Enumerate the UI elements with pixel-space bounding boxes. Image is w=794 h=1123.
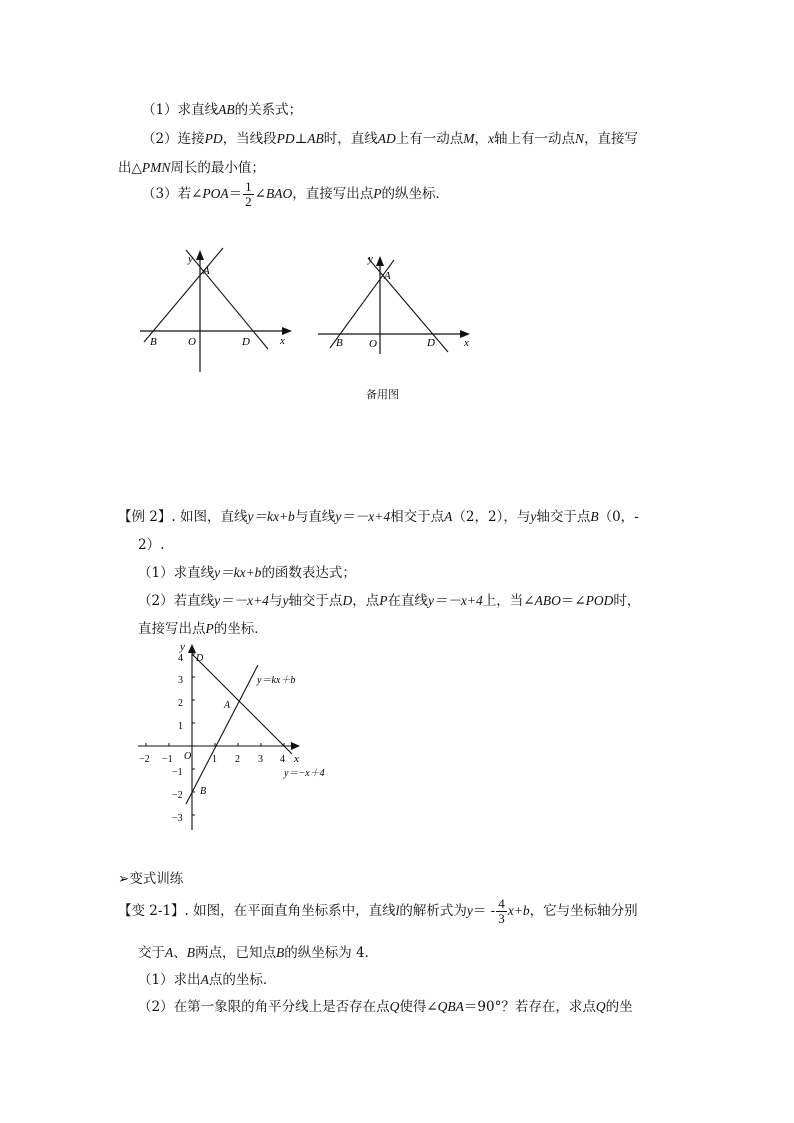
y-tick-label: 1 xyxy=(178,721,183,732)
math-var: POA xyxy=(202,186,229,201)
denominator: 2 xyxy=(245,194,252,209)
text: 【变 2-1】. 如图，在平面直角坐标系中，直线 xyxy=(118,903,396,919)
text: （2）连接 xyxy=(142,131,205,147)
ex2-statement-cont xyxy=(138,533,164,553)
text: ∠ xyxy=(254,186,266,202)
math-var: A xyxy=(200,972,209,987)
y-arrow xyxy=(188,644,196,653)
math-var: PMN xyxy=(141,160,171,175)
label-A: A xyxy=(203,265,210,277)
line-label-neg-x-4: y＝−x＋4 xyxy=(284,768,325,779)
variant-heading xyxy=(118,867,183,887)
text: 周长的最小值； xyxy=(170,160,265,176)
arrow-marker-icon: ➢ xyxy=(118,871,130,887)
label-B: B xyxy=(150,336,157,348)
ex2-question-1 xyxy=(138,561,356,581)
text: 的坐 xyxy=(605,999,633,1015)
text: 上有一动点 xyxy=(395,131,464,147)
text: ，它与坐标轴分别 xyxy=(529,903,638,919)
variant-statement-cont xyxy=(138,941,378,961)
text: 时， xyxy=(613,593,641,609)
line-kx-plus-b xyxy=(186,665,258,804)
math-var: M xyxy=(463,131,475,146)
perp-symbol: ⊥ xyxy=(294,131,308,147)
math-var: y xyxy=(466,903,473,918)
p1-question-3 xyxy=(142,180,449,209)
label-y: y xyxy=(188,253,193,265)
math-var: PD xyxy=(204,131,223,146)
label-B: B xyxy=(336,337,343,349)
text: （1）求出 xyxy=(138,972,201,988)
p1-question-2-cont xyxy=(118,156,265,176)
math-expr: x+b xyxy=(507,903,530,918)
x-tick-label: 4 xyxy=(280,754,285,765)
text: ＝ - xyxy=(472,903,496,919)
numerator: 4 xyxy=(498,896,505,911)
text: （2，2），与 xyxy=(452,509,531,525)
text: 轴交于点 xyxy=(288,593,343,609)
text: 【例 2】. 如图，直线 xyxy=(118,509,248,525)
text: ＝∠ xyxy=(560,593,586,609)
math-var: P xyxy=(205,621,214,636)
math-expr: y＝－x+4 xyxy=(427,593,483,608)
math-var: BAO xyxy=(265,186,293,201)
math-var: B xyxy=(186,945,195,960)
text: 轴交于点 xyxy=(536,509,591,525)
text: 直接写出点 xyxy=(138,621,206,637)
line-label-kx-b: y＝kx＋b xyxy=(257,675,296,686)
math-var: A xyxy=(165,945,174,960)
text: （2）在第一象限的角平分线上是否存在点 xyxy=(138,999,390,1015)
heading-text: 变式训练 xyxy=(129,871,184,887)
text: 点的坐标． xyxy=(208,972,277,988)
denominator: 3 xyxy=(498,911,505,926)
text: （1）求直线 xyxy=(138,565,215,581)
ex2-graph xyxy=(130,640,340,835)
math-var: A xyxy=(444,509,453,524)
math-var: l xyxy=(395,903,400,918)
x-tick-label: −2 xyxy=(139,754,150,765)
text: 上，当∠ xyxy=(482,593,535,609)
axis-label-x: x xyxy=(294,753,299,765)
text: 的解析式为 xyxy=(399,903,467,919)
text: （3）若∠ xyxy=(142,186,203,202)
text: 的关系式； xyxy=(234,102,303,118)
text: 的函数表达式； xyxy=(261,565,356,581)
p1-figure-main xyxy=(130,242,300,382)
origin-label: O xyxy=(184,751,192,762)
p1-figure-spare xyxy=(312,250,482,360)
text: （1）求直线 xyxy=(142,102,219,118)
y-tick-label: −3 xyxy=(172,813,183,824)
label-O: O xyxy=(188,336,196,348)
y-tick-label: 3 xyxy=(178,675,183,686)
variant-question-1 xyxy=(138,968,276,988)
text: 的纵坐标． xyxy=(381,186,449,202)
variant-statement xyxy=(118,896,638,926)
math-var: y xyxy=(282,593,289,608)
text: 的纵坐标为 4． xyxy=(284,945,379,961)
text: 与直线 xyxy=(294,509,336,525)
label-O: O xyxy=(369,338,377,350)
math-var: P xyxy=(379,593,388,608)
math-var: AB xyxy=(218,102,235,117)
p1-question-2 xyxy=(142,127,638,147)
text: ，直接写出点 xyxy=(292,186,374,202)
math-expr: y＝－x+4 xyxy=(335,509,391,524)
variant-question-2 xyxy=(138,995,633,1015)
x-arrow xyxy=(291,742,300,750)
math-var: B xyxy=(590,509,599,524)
math-var: B xyxy=(276,945,285,960)
fraction-half xyxy=(243,180,254,209)
line-neg-x-plus-4 xyxy=(192,654,292,754)
text: ＝ xyxy=(228,186,243,202)
y-tick-label: −1 xyxy=(172,767,183,778)
x-arrow xyxy=(282,327,292,335)
text: ，直接写 xyxy=(584,131,639,147)
text: 2）. xyxy=(138,537,165,553)
math-var: QBA xyxy=(437,999,464,1014)
text: 相交于点 xyxy=(390,509,445,525)
line-AD xyxy=(186,250,268,349)
math-var: y xyxy=(530,509,537,524)
text: 在直线 xyxy=(387,593,428,609)
text: 、 xyxy=(173,945,187,961)
label-x: x xyxy=(464,337,469,349)
math-var: N xyxy=(575,131,585,146)
ex2-statement xyxy=(118,505,639,525)
math-var: x xyxy=(488,131,495,146)
math-var: Q xyxy=(595,999,606,1014)
x-tick-label: 3 xyxy=(258,754,263,765)
text: ＝90°？若存在，求点 xyxy=(463,999,596,1015)
text: 两点，已知点 xyxy=(195,945,276,961)
point-label-D: D xyxy=(196,653,204,664)
text: 时，直线 xyxy=(323,131,378,147)
math-var: ABO xyxy=(534,593,561,608)
math-var: POD xyxy=(585,593,614,608)
numerator: 1 xyxy=(245,179,252,194)
text: 出△ xyxy=(118,160,142,176)
x-tick-label: 2 xyxy=(235,754,240,765)
text: （0，- xyxy=(598,509,639,525)
spare-figure-caption: 备用图 xyxy=(366,388,399,401)
label-D: D xyxy=(242,336,250,348)
ex2-question-2 xyxy=(138,589,640,609)
math-var: AB xyxy=(307,131,324,146)
text: ，当线段 xyxy=(222,131,277,147)
text: 的坐标． xyxy=(213,621,268,637)
math-var: PD xyxy=(276,131,295,146)
y-arrow xyxy=(376,256,384,266)
math-var: Q xyxy=(389,999,400,1014)
fraction-four-thirds xyxy=(496,897,507,926)
text: 使得∠ xyxy=(399,999,438,1015)
text: 交于 xyxy=(138,945,165,961)
label-D: D xyxy=(427,337,435,349)
p1-question-1 xyxy=(142,98,302,118)
math-expr: y＝kx+b xyxy=(247,509,295,524)
y-arrow xyxy=(196,250,204,260)
ex2-question-2-cont xyxy=(138,617,268,637)
point-label-B: B xyxy=(200,786,207,797)
axis-label-y: y xyxy=(180,641,185,653)
label-x: x xyxy=(280,335,285,347)
text: ，点 xyxy=(352,593,380,609)
line-AB xyxy=(144,248,223,342)
math-expr: y＝－x+4 xyxy=(214,593,269,608)
math-expr: y＝kx+b xyxy=(214,565,262,580)
label-A: A xyxy=(384,270,391,282)
text: 轴上有一动点 xyxy=(494,131,576,147)
math-var: D xyxy=(342,593,353,608)
x-tick-label: 1 xyxy=(212,754,217,765)
text: ， xyxy=(474,131,489,147)
y-tick-label: 2 xyxy=(178,698,183,709)
math-var: AD xyxy=(377,131,396,146)
y-tick-label: 4 xyxy=(178,653,183,664)
text: 与 xyxy=(268,593,283,609)
x-tick-label: −1 xyxy=(162,754,173,765)
text: （2）若直线 xyxy=(138,593,215,609)
y-tick-label: −2 xyxy=(172,790,183,801)
math-var: P xyxy=(373,186,382,201)
point-label-A: A xyxy=(224,700,231,711)
label-y: y xyxy=(368,253,373,265)
